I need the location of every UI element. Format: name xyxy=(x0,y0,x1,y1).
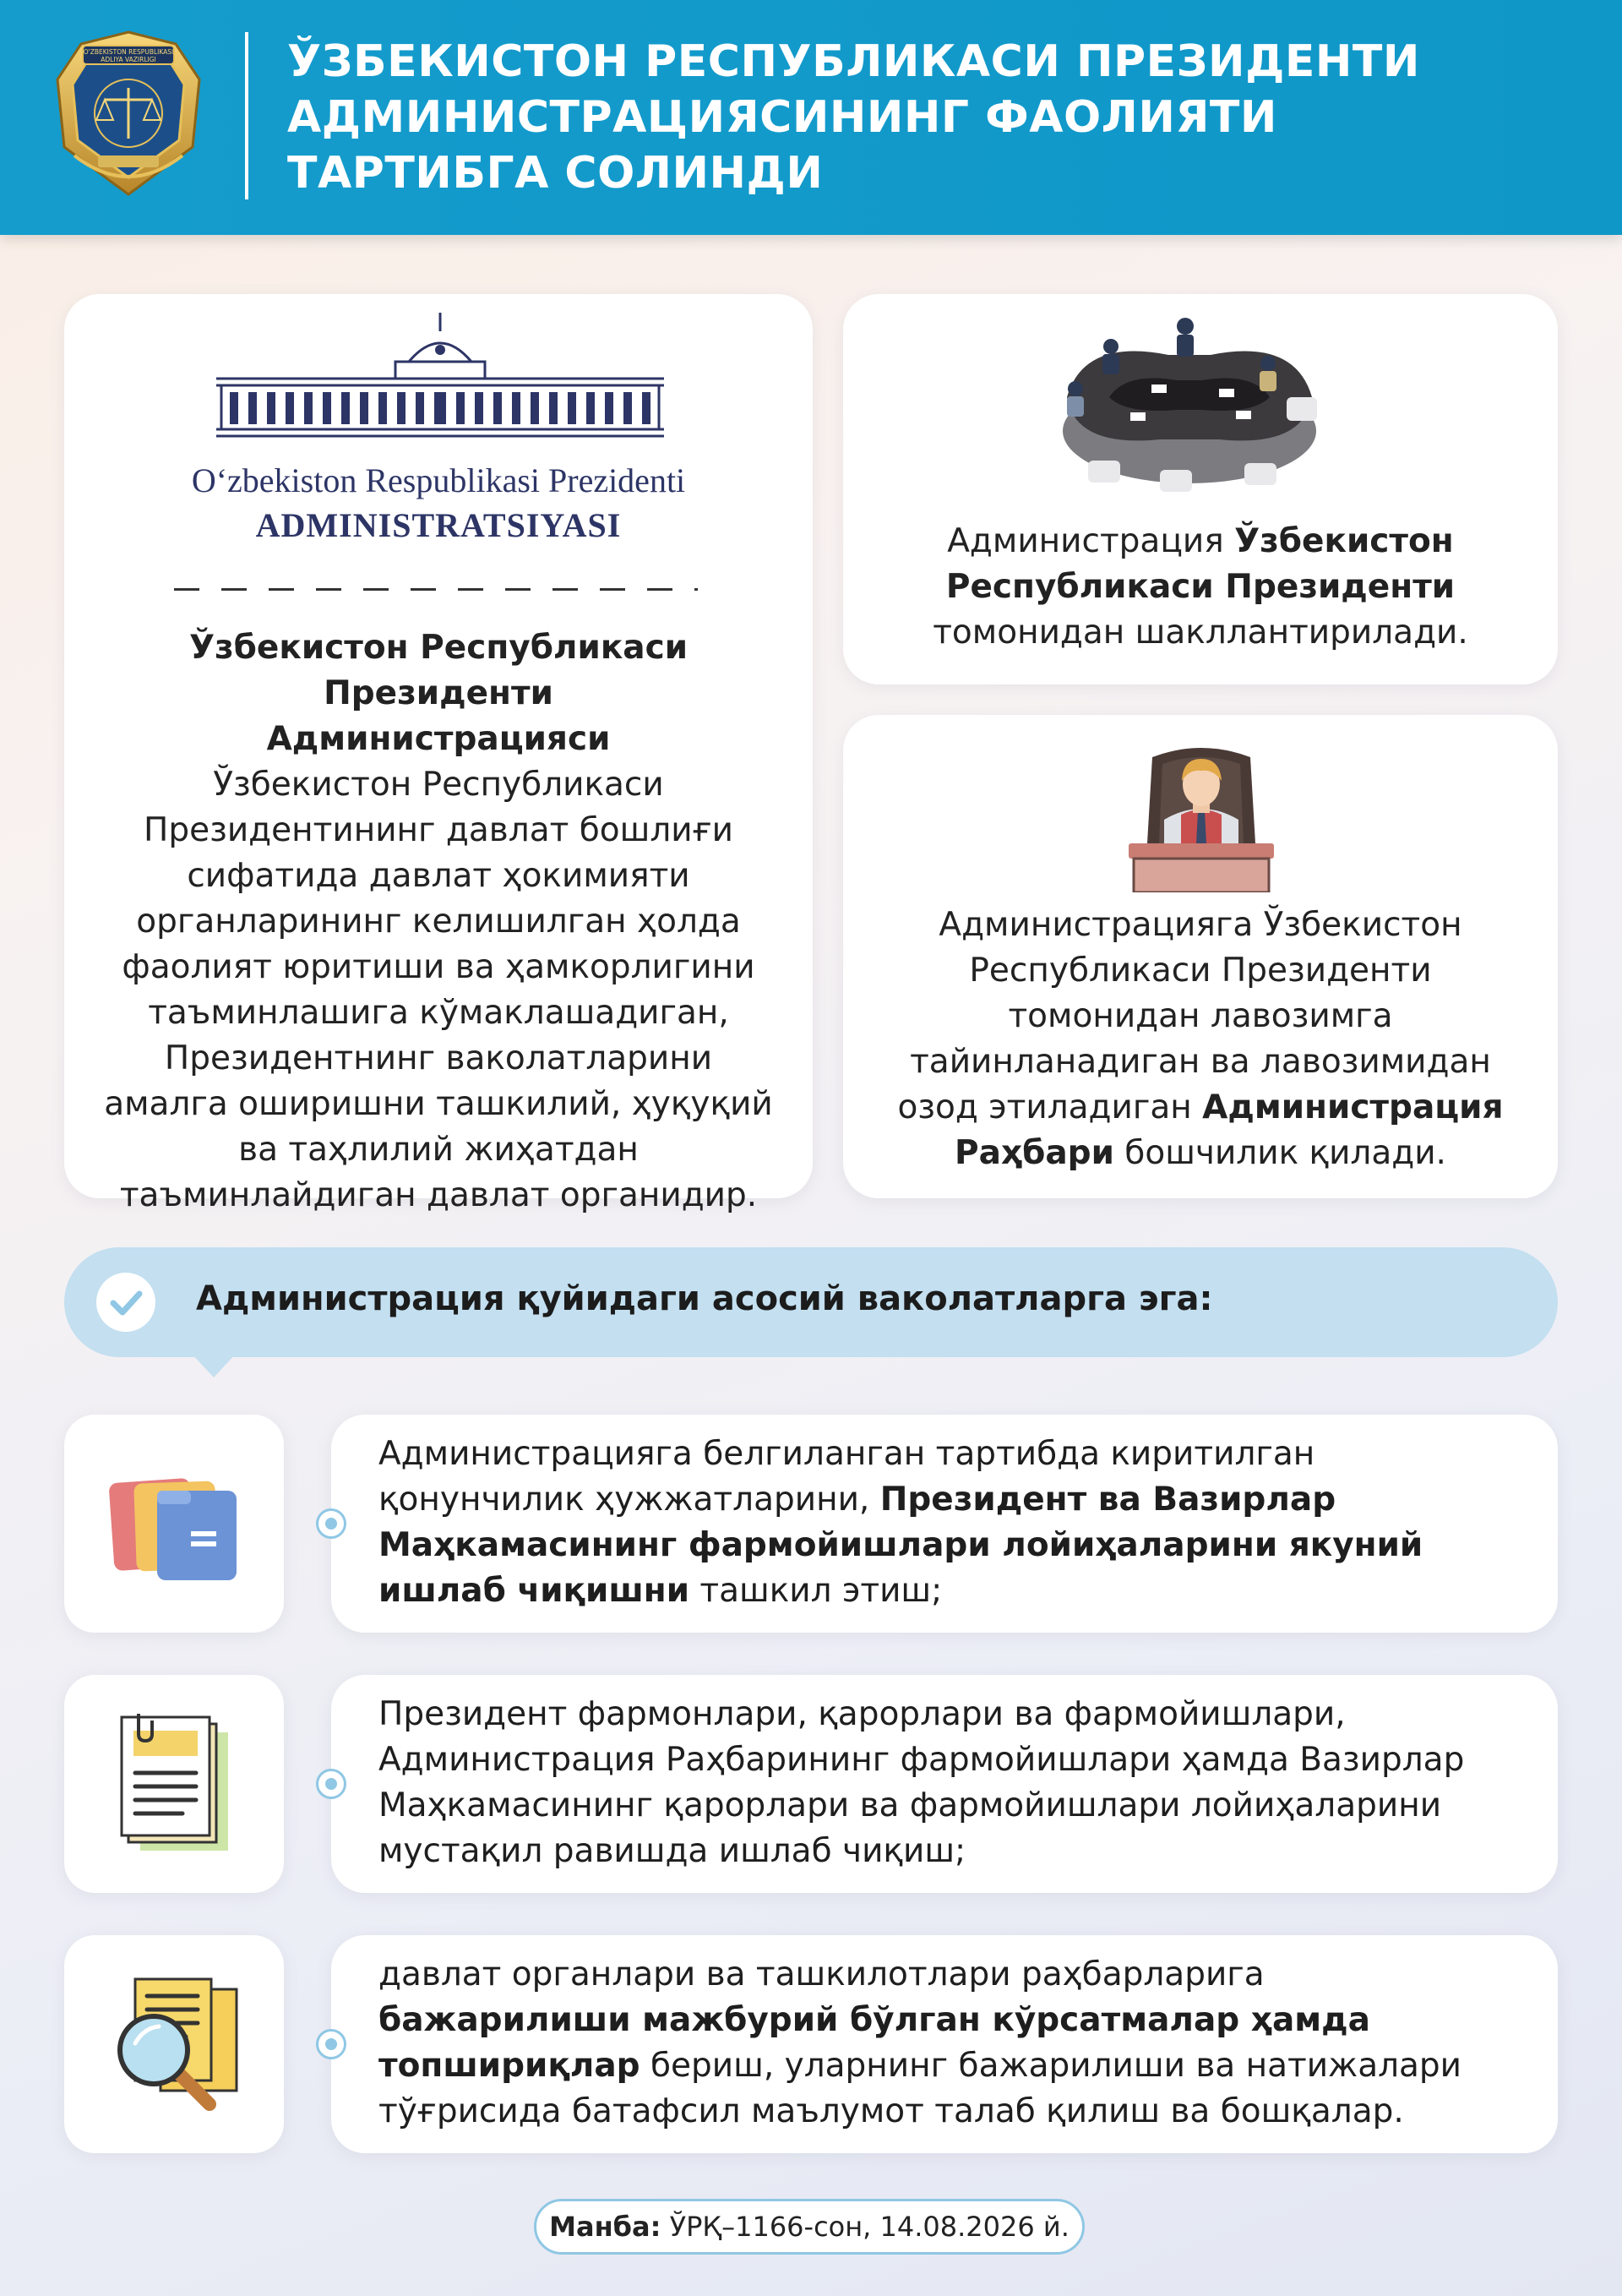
title-line-1: ЎЗБЕКИСТОН РЕСПУБЛИКАСИ ПРЕЗИДЕНТИ xyxy=(287,36,1420,87)
title-line-2: АДМИНИСТРАЦИЯСИНИНГ ФАОЛИЯТИ xyxy=(287,92,1277,143)
source-label: Манба: xyxy=(549,2211,661,2243)
definition-body: Ўзбекистон Республикаси Президентининг давлат бошлиғи сифатида давлат ҳокимияти органларининг келишилган ҳолда фаолият юритиши ва ҳамкорлигини таъминлашига кўмаклашадиган, Президентнинг ваколатларини амалга оширишни ташкилий, ҳуқуқий ва таҳлилий жиҳатдан таъминлайдиган давлат органидир. xyxy=(104,766,773,1214)
item-2-prefix: Президент фармонлари, қарорлари ва фармойишлари, Администрация Раҳбарининг фармойишлари ҳамда Вазирлар Маҳкамасининг қарорлари ва фармойишлари лойиҳаларини мустақил равишда ишлаб чиқиш; xyxy=(378,1695,1465,1870)
item-3-icon-box xyxy=(64,1935,284,2153)
banner-pointer xyxy=(190,1352,237,1377)
formation-card xyxy=(843,294,1558,684)
leadership-text-prefix: Администрацияга Ўзбекистон Республикаси Президенти томонидан лавозимга тайинланадиган ва лавозимидан озод этиладиган xyxy=(897,906,1491,1126)
header-divider xyxy=(245,32,248,199)
logo-caption-line2: ADMINISTRATSIYASI xyxy=(255,506,622,544)
bullet-dot xyxy=(316,1508,346,1539)
formation-text-suffix: томонидан шакллантирилади. xyxy=(933,614,1468,652)
header-bar xyxy=(0,0,1622,235)
ministry-emblem-icon xyxy=(49,29,208,198)
leadership-text xyxy=(877,903,1524,1176)
item-2-icon-box xyxy=(64,1675,284,1893)
leadership-text-suffix: бошчилик қилади. xyxy=(1113,1134,1446,1172)
definition-text xyxy=(98,625,779,1219)
item-1-text xyxy=(378,1432,1524,1614)
item-1-text-box xyxy=(331,1415,1558,1633)
logo-caption-line1: Oʻzbekiston Respublikasi Prezidenti xyxy=(191,461,686,499)
documents-icon xyxy=(115,1714,233,1854)
source-value: ЎРҚ–1166-сон, 14.08.2026 й. xyxy=(661,2211,1070,2243)
folders-icon xyxy=(106,1457,242,1592)
leadership-card xyxy=(843,715,1558,1198)
item-2-text-box xyxy=(331,1675,1558,1893)
item-3-prefix: давлат органлари ва ташкилотлари раҳбарларига xyxy=(378,1955,1265,1993)
powers-banner-text: Администрация қуйидаги асосий ваколатларга эга: xyxy=(196,1279,1213,1318)
formation-text-bold: Ўзбекистон Республикаси Президенти xyxy=(945,522,1456,606)
magnifier-document-icon xyxy=(110,1977,245,2113)
bullet-dot xyxy=(316,2029,346,2059)
administration-definition-card xyxy=(64,294,813,1214)
check-icon xyxy=(96,1273,155,1332)
item-3-text xyxy=(378,1952,1524,2135)
meeting-table-icon xyxy=(1050,304,1329,499)
formation-text-prefix: Администрация xyxy=(947,522,1235,560)
item-1-prefix: Администрацияга белгиланган тартибда киритилган қонунчилик ҳужжатларини, xyxy=(378,1435,1315,1519)
head-of-administration-icon xyxy=(1129,744,1274,892)
item-3-suffix: бериш, уларнинг бажарилиши ва натижалари тўғрисида батафсил маълумот талаб қилиш ва бошқалар. xyxy=(378,2047,1462,2130)
definition-heading: Ўзбекистон Республикаси Президенти Администрацияси xyxy=(188,629,689,758)
page-title xyxy=(287,34,1554,201)
item-1-suffix: ташкил этиш; xyxy=(689,1572,943,1610)
formation-text xyxy=(877,519,1524,656)
bullet-dot xyxy=(316,1769,346,1799)
svg-text:O'ZBEKISTON RESPUBLIKASI: O'ZBEKISTON RESPUBLIKASI xyxy=(83,48,174,56)
item-1-icon-box xyxy=(64,1415,284,1633)
svg-text:ADLIYA VAZIRLIGI: ADLIYA VAZIRLIGI xyxy=(101,56,156,63)
item-3-bold: бажарилиши мажбурий бўлган кўрсатмалар ҳамда топшириқлар xyxy=(378,2001,1370,2085)
title-line-3: ТАРТИБГА СОЛИНДИ xyxy=(287,148,824,199)
item-1-bold: Президент ва Вазирлар Маҳкамасининг фармойишлари лойиҳаларини якуний ишлаб чиқишни xyxy=(378,1481,1423,1610)
item-3-text-box xyxy=(331,1935,1558,2153)
item-2-text xyxy=(378,1692,1524,1874)
leadership-text-bold: Администрация Раҳбари xyxy=(955,1088,1504,1172)
administration-building-icon xyxy=(216,313,664,439)
powers-banner xyxy=(64,1247,1558,1357)
dashed-divider xyxy=(174,588,698,591)
source-badge xyxy=(534,2199,1085,2255)
